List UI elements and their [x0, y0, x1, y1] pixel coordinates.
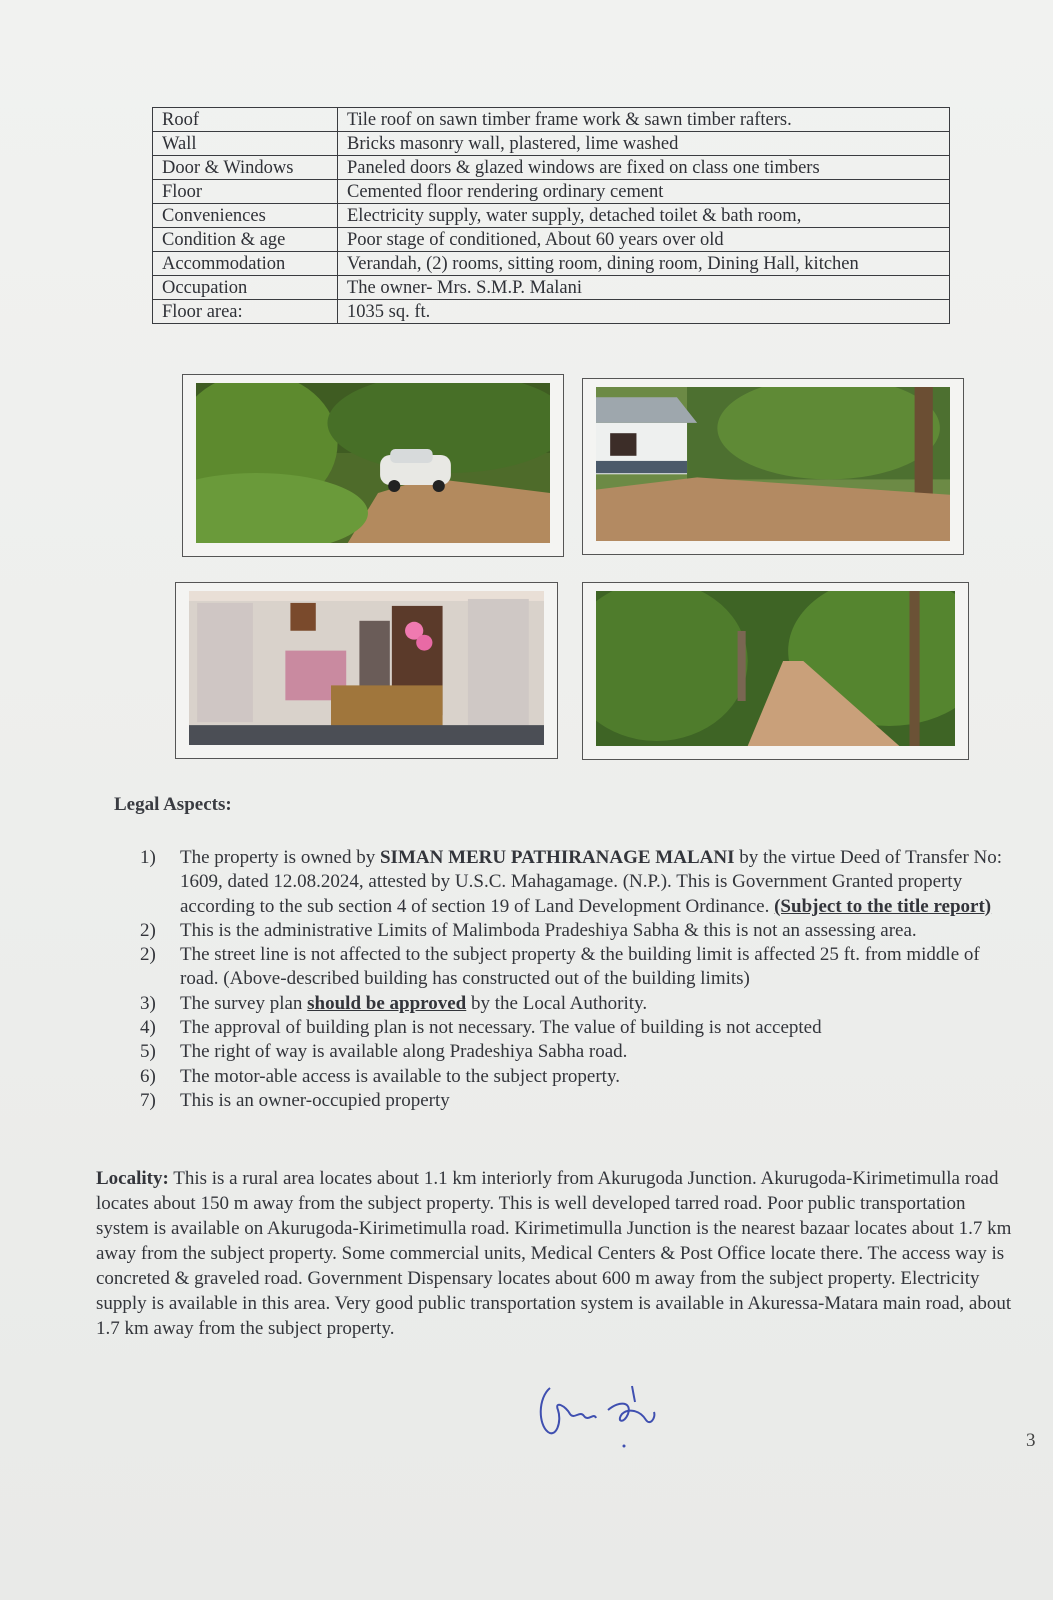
legal-note-underlined: should be approved [307, 992, 467, 1014]
legal-text: The approval of building plan is not necessary. The value of building is not accepted [180, 1017, 822, 1039]
spec-label: Wall [153, 132, 338, 156]
spec-row [153, 132, 950, 156]
photo-access-road [582, 582, 969, 760]
legal-text: The motor-able access is available to the subject property. [180, 1065, 620, 1087]
legal-item-number: 4) [140, 1017, 156, 1039]
spec-row [153, 276, 950, 300]
legal-note-underlined: (Subject to the title report) [774, 895, 992, 917]
spec-label: Roof [153, 108, 338, 132]
photo-house-yard [582, 378, 964, 555]
spec-row [153, 108, 950, 132]
legal-text-pre: The survey plan [180, 992, 308, 1014]
legal-item-text [180, 943, 1020, 992]
spec-value: Tile roof on sawn timber frame work & sawn timber rafters. [338, 108, 950, 132]
spec-value: 1035 sq. ft. [338, 300, 950, 324]
legal-aspects-heading: Legal Aspects: [114, 794, 232, 815]
spec-row [153, 180, 950, 204]
legal-item [140, 1089, 1020, 1113]
spec-value: Bricks masonry wall, plastered, lime washed [338, 132, 950, 156]
legal-text-post: by the Local Authority. [466, 992, 648, 1014]
legal-item-number: 3) [140, 992, 156, 1014]
building-spec-table [152, 107, 950, 324]
legal-item [140, 1016, 1020, 1040]
spec-row [153, 228, 950, 252]
legal-item-number: 5) [140, 1041, 156, 1063]
spec-label: Accommodation [153, 252, 338, 276]
legal-item [140, 1065, 1020, 1089]
legal-item-number: 2) [140, 944, 156, 966]
legal-item [140, 1040, 1020, 1064]
spec-label: Door & Windows [153, 156, 338, 180]
legal-text: The right of way is available along Pradeshiya Sabha road. [180, 1041, 628, 1063]
legal-item-text [180, 1040, 1020, 1064]
legal-item-text [180, 846, 1020, 919]
legal-item-number: 7) [140, 1089, 156, 1111]
legal-text: The street line is not affected to the subject property & the building limit is affected 25 ft. from middle of road. (Above-described building has constructed out of the building limits) [180, 944, 980, 990]
spec-value: Verandah, (2) rooms, sitting room, dining room, Dining Hall, kitchen [338, 252, 950, 276]
spec-row [153, 252, 950, 276]
locality-paragraph [96, 1166, 1016, 1341]
legal-item [140, 992, 1020, 1016]
legal-item-text [180, 1016, 1020, 1040]
legal-item-number: 2) [140, 919, 156, 941]
locality-label: Locality: [96, 1168, 169, 1189]
signature-mark [536, 1380, 672, 1452]
legal-text: This is an owner-occupied property [180, 1089, 450, 1111]
legal-item-text [180, 919, 1020, 943]
spec-label: Condition & age [153, 228, 338, 252]
legal-item [140, 846, 1020, 919]
spec-label: Conveniences [153, 204, 338, 228]
spec-row [153, 204, 950, 228]
spec-row [153, 300, 950, 324]
legal-item-text [180, 992, 1020, 1016]
legal-text-pre: The property is owned by [180, 847, 380, 868]
spec-label: Floor area: [153, 300, 338, 324]
spec-value: Paneled doors & glazed windows are fixed on class one timbers [338, 156, 950, 180]
page-number: 3 [1026, 1430, 1036, 1451]
legal-item-text [180, 1065, 1020, 1089]
spec-label: Occupation [153, 276, 338, 300]
spec-value: Poor stage of conditioned, About 60 years over old [338, 228, 950, 252]
legal-text-post: by the virtue Deed of Transfer No: 1609, dated 12.08.2024, attested by U.S.C. Mahagamage. (N.P.). This is Government Granted property according to the sub section 4 of section 19 of Land Development Ordinance. [180, 847, 1003, 917]
owner-name: SIMAN MERU PATHIRANAGE MALANI [379, 847, 735, 868]
photo-interior-room [175, 582, 558, 759]
legal-item [140, 919, 1020, 943]
legal-item [140, 943, 1020, 992]
locality-text: This is a rural area locates about 1.1 km interiorly from Akurugoda Junction. Akurugoda-Kirimetimulla road locates about 150 m away from the subject property. This is well developed tarred road. Poor public transportation system is available on Akurugoda-Kirimetimulla road. Kirimetimulla Junction is the nearest bazaar locates about 1.7 km away from the subject property. Some commercial units, Medical Centers & Post Office locate there. The access way is concreted & graveled road. Government Dispensary locates about 600 m away from the subject property. Electricity supply is available in this area. Very good public transportation system is available in Akuressa-Matara main road, about 1.7 km away from the subject property. [96, 1168, 1012, 1339]
spec-value: The owner- Mrs. S.M.P. Malani [338, 276, 950, 300]
spec-value: Electricity supply, water supply, detached toilet & bath room, [338, 204, 950, 228]
legal-text: This is the administrative Limits of Malimboda Pradeshiya Sabha & this is not an assessing area. [180, 919, 917, 941]
spec-row [153, 156, 950, 180]
legal-aspects-list [140, 846, 1020, 1113]
spec-value: Cemented floor rendering ordinary cement [338, 180, 950, 204]
spec-label: Floor [153, 180, 338, 204]
photo-driveway-car [182, 374, 564, 557]
legal-item-number: 1) [140, 847, 156, 868]
legal-item-text [180, 1089, 1020, 1113]
legal-item-number: 6) [140, 1065, 156, 1087]
